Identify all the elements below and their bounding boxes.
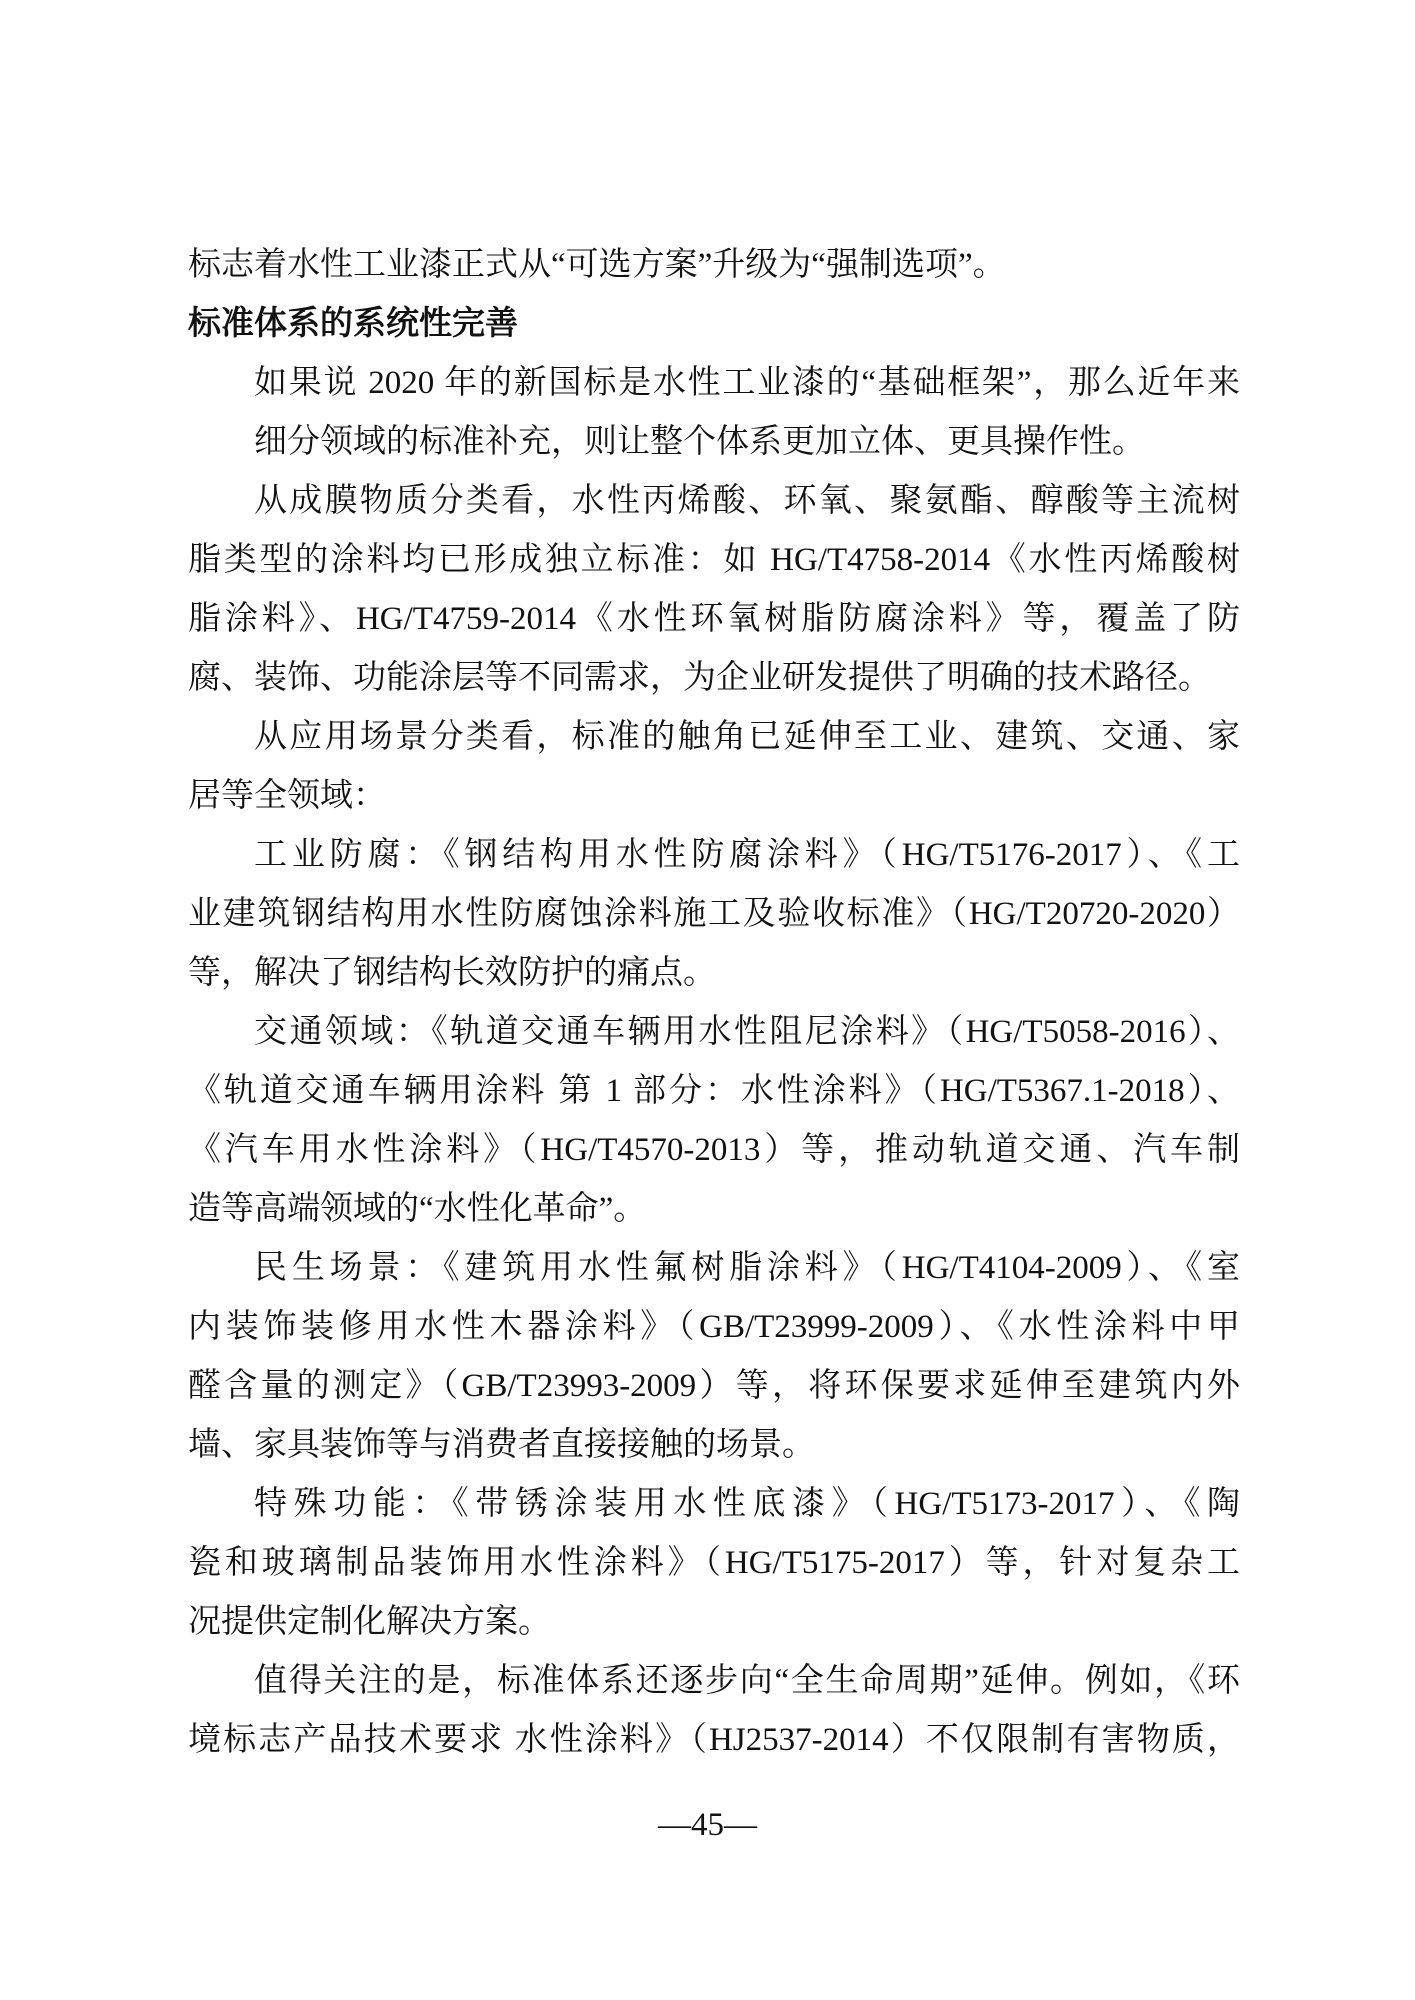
body-line: 等，解决了钢结构长效防护的痛点。: [188, 955, 716, 991]
body-line: 醛含量的测定》（GB/T23993-2009）等，将环保要求延伸至建筑内外: [188, 1368, 1240, 1404]
body-line: 腐、装饰、功能涂层等不同需求，为企业研发提供了明确的技术路径。: [188, 660, 1211, 696]
body-line: 民生场景：《建筑用水性氟树脂涂料》（HG/T4104-2009）、《室: [254, 1250, 1240, 1286]
body-line: 《汽车用水性涂料》（HG/T4570-2013）等，推动轨道交通、汽车制: [188, 1132, 1240, 1168]
body-line: 况提供定制化解决方案。: [188, 1604, 551, 1640]
body-line: 造等高端领域的“水性化革命”。: [188, 1191, 647, 1227]
section-heading: 标准体系的系统性完善: [188, 306, 518, 342]
page-body: [188, 236, 1240, 1770]
body-line: 瓷和玻璃制品装饰用水性涂料》（HG/T5175-2017）等，针对复杂工: [188, 1545, 1240, 1581]
body-line: 特殊功能：《带锈涂装用水性底漆》（HG/T5173-2017）、《陶: [254, 1486, 1240, 1522]
body-line: 居等全领域：: [188, 778, 386, 814]
body-line: 从应用场景分类看，标准的触角已延伸至工业、建筑、交通、家: [254, 719, 1240, 755]
body-line: 工业防腐：《钢结构用水性防腐涂料》（HG/T5176-2017）、《工: [254, 837, 1240, 873]
body-line: 细分领域的标准补充，则让整个体系更加立体、更具操作性。: [254, 424, 1145, 460]
body-line: 境标志产品技术要求 水性涂料》（HJ2537-2014）不仅限制有害物质，: [188, 1722, 1240, 1758]
body-line: 标志着水性工业漆正式从“可选方案”升级为“强制选项”。: [188, 247, 1006, 283]
body-line: 如果说 2020 年的新国标是水性工业漆的“基础框架”，那么近年来: [254, 365, 1240, 401]
body-line: 交通领域：《轨道交通车辆用水性阻尼涂料》（HG/T5058-2016）、: [254, 1014, 1240, 1050]
body-line: 值得关注的是，标准体系还逐步向“全生命周期”延伸。例如，《环: [254, 1663, 1240, 1699]
body-line: 《轨道交通车辆用涂料 第 1 部分：水性涂料》（HG/T5367.1-2018）、: [188, 1073, 1240, 1109]
body-line: 内装饰装修用水性木器涂料》（GB/T23999-2009）、《水性涂料中甲: [188, 1309, 1240, 1345]
body-line: 从成膜物质分类看，水性丙烯酸、环氧、聚氨酯、醇酸等主流树: [254, 483, 1240, 519]
body-line: 墙、家具装饰等与消费者直接接触的场景。: [188, 1427, 815, 1463]
body-line: 脂涂料》、HG/T4759-2014《水性环氧树脂防腐涂料》等，覆盖了防: [188, 601, 1240, 637]
body-line: 脂类型的涂料均已形成独立标准：如 HG/T4758-2014《水性丙烯酸树: [188, 542, 1240, 578]
page-number: —45—: [658, 1807, 757, 1843]
body-line: 业建筑钢结构用水性防腐蚀涂料施工及验收标准》（HG/T20720-2020）: [188, 896, 1240, 932]
